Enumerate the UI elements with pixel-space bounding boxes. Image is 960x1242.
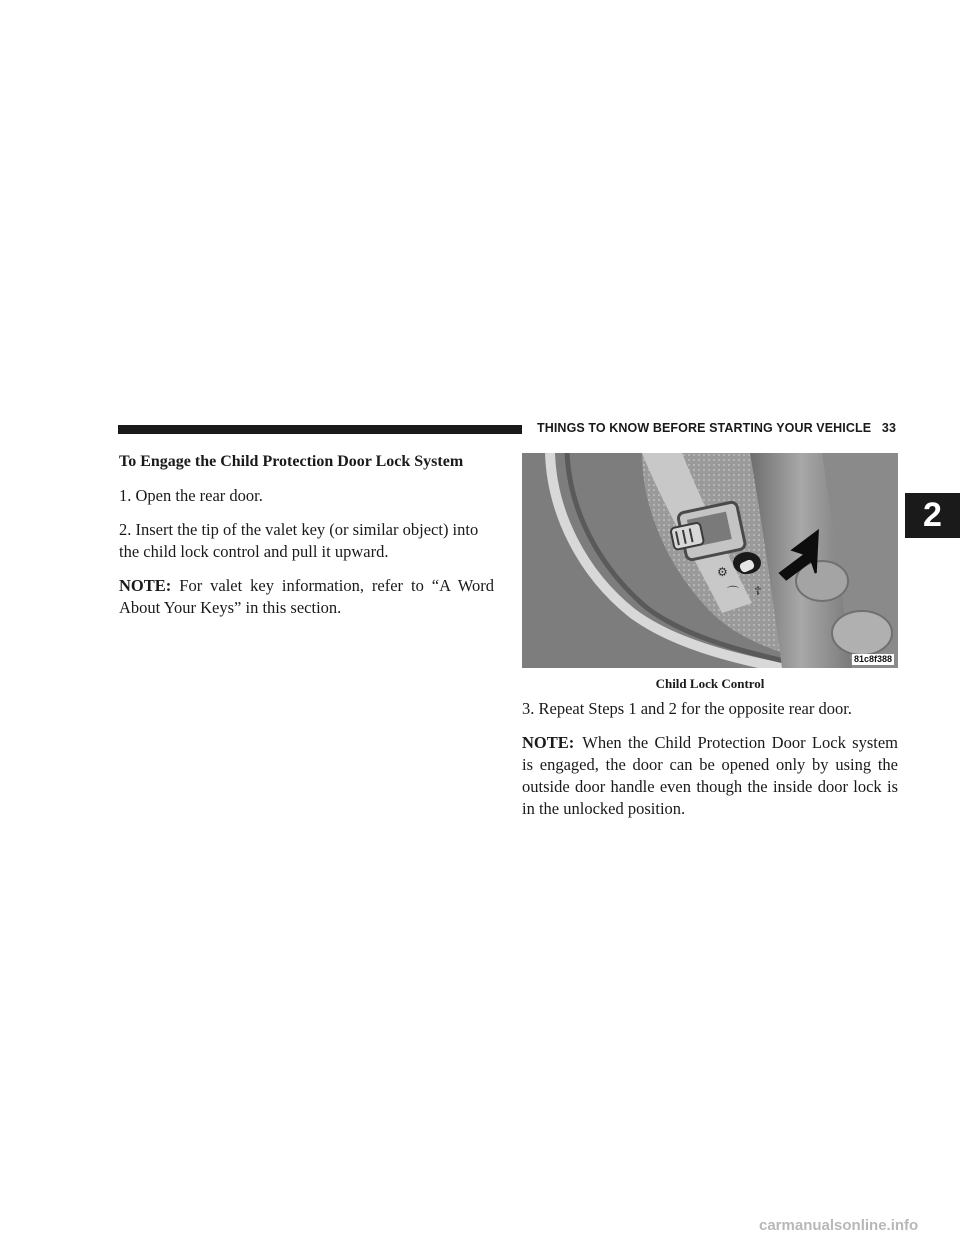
svg-text:⌒: ⌒: [727, 585, 740, 599]
page-number: 33: [881, 421, 897, 435]
note-text: For valet key information, refer to “A Word About Your Keys” in this section.: [119, 576, 494, 617]
figure-code: 81c8f388: [853, 654, 892, 664]
left-column: [119, 451, 494, 631]
svg-text:☦: ☦: [754, 584, 762, 598]
child-lock-illustration: [522, 453, 898, 668]
right-column: [522, 698, 898, 832]
note-label-2: NOTE:: [522, 733, 575, 752]
step-3: 3. Repeat Steps 1 and 2 for the opposite rear door.: [522, 699, 852, 718]
header-rule: [118, 425, 522, 434]
section-heading: To Engage the Child Protection Door Lock System: [119, 453, 464, 470]
chapter-tab[interactable]: 2: [905, 493, 960, 538]
watermark: carmanualsonline.info: [759, 1217, 919, 1234]
step-2: 2. Insert the tip of the valet key (or similar object) into the child lock control and pull it upward.: [119, 520, 479, 561]
figure-caption: Child Lock Control: [655, 676, 765, 691]
door-illustration-graphic: [522, 453, 898, 668]
running-header: [537, 421, 896, 435]
note-label: NOTE:: [119, 576, 172, 595]
note-paragraph: [119, 575, 494, 619]
note-paragraph-2: [522, 732, 898, 820]
svg-text:⚙: ⚙: [717, 565, 728, 579]
step-1: 1. Open the rear door.: [119, 486, 263, 505]
header-title: THINGS TO KNOW BEFORE STARTING YOUR VEHICLE: [537, 421, 872, 435]
note-text-2: When the Child Protection Door Lock system is engaged, the door can be opened only by using the outside door handle even though the inside door lock is in the unlocked position.: [522, 733, 898, 818]
